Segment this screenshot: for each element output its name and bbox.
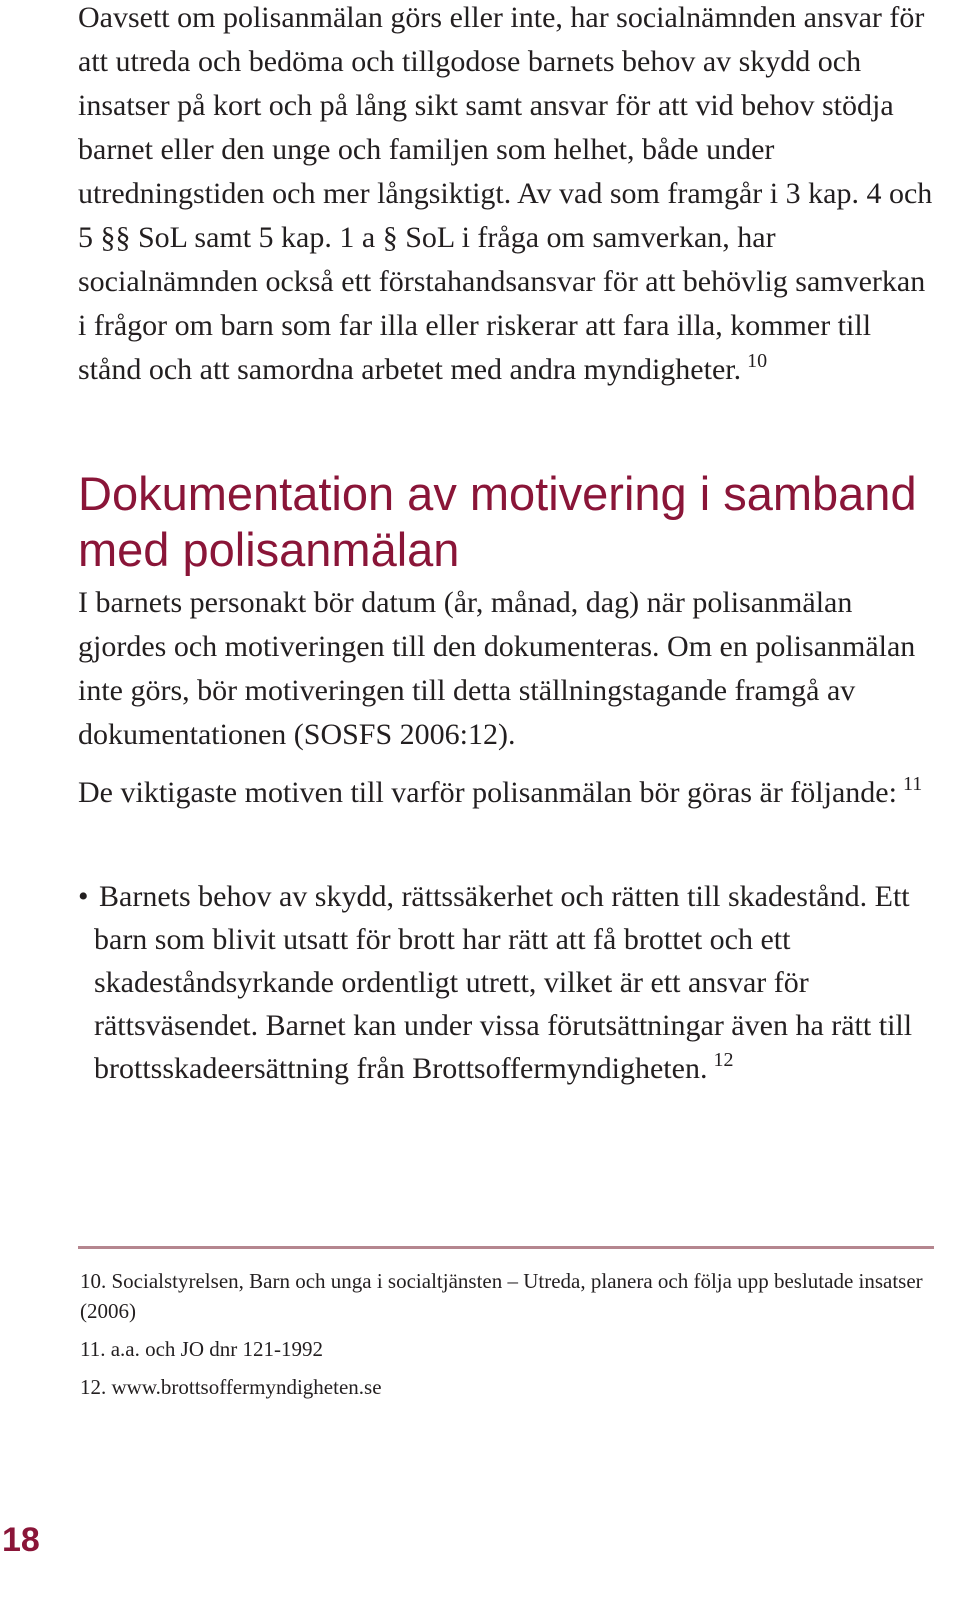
bullet-marker: • — [78, 880, 89, 913]
section-heading: Dokumentation av motivering i samband med polisanmälan — [78, 467, 917, 576]
footnotes-section — [80, 1266, 930, 1410]
body-paragraph-samverkan — [78, 0, 938, 392]
footnote-11: 11. a.a. och JO dnr 121-1992 — [80, 1337, 324, 1361]
paragraph-text: Oavsett om polisanmälan görs eller inte, har socialnämnden ansvar för att utreda och bedöma och tillgodose barnets behov av skydd och insatser på kort och på lång sikt samt ansvar för att vid behov stödja barnet eller den unge och familjen som helhet, både under utredningstiden och mer långsiktigt. Av vad som framgår i 3 kap. 4 och 5 §§ SoL samt 5 kap. 1 a § SoL i fråga om samverkan, har socialnämnden också ett förstahandsansvar för att behövlig samverkan i frågor om barn som far illa eller riskerar att fara illa, kommer till stånd och att samordna arbetet med andra myndigheter. — [78, 1, 933, 386]
paragraph-text: De viktigaste motiven till varför polisanmälan bör göras är följande: — [78, 776, 897, 809]
bullet-list-item — [78, 875, 938, 1090]
body-paragraph-documentation: I barnets personakt bör datum (år, månad, dag) när polisanmälan gjordes och motiveringen till den dokumenteras. Om en polisanmälan inte görs, bör motiveringen till detta ställningstagande framgå av dokumentationen (SOSFS 2006:12). — [78, 586, 916, 751]
footnote-12: 12. www.brottsoffermyndigheten.se — [80, 1375, 382, 1399]
footnote-ref-11[interactable]: 11 — [902, 773, 923, 795]
bullet-body: Barnets behov av skydd, rättssäkerhet och rätten till skadestånd. Ett barn som blivit utsatt för brott har rätt att få brottet och ett skadeståndsyrkande ordentligt utrett, vilket är ett ansvar för rättsväsendet. Barnet kan under vissa förutsättningar även ha rätt till brottsskadeersättning från Brottsoffermyndigheten. — [94, 880, 913, 1085]
footnote-10: 10. Socialstyrelsen, Barn och unga i socialtjänsten – Utreda, planera och följa upp beslutade insatser (2006) — [80, 1269, 923, 1323]
page-number: 18 — [2, 1521, 40, 1559]
footnote-ref-12[interactable]: 12 — [713, 1049, 734, 1071]
footnote-divider — [78, 1246, 934, 1249]
bullet-text — [94, 875, 938, 1090]
body-paragraph-motives-intro — [78, 771, 938, 815]
footnote-ref-10[interactable]: 10 — [747, 350, 768, 372]
